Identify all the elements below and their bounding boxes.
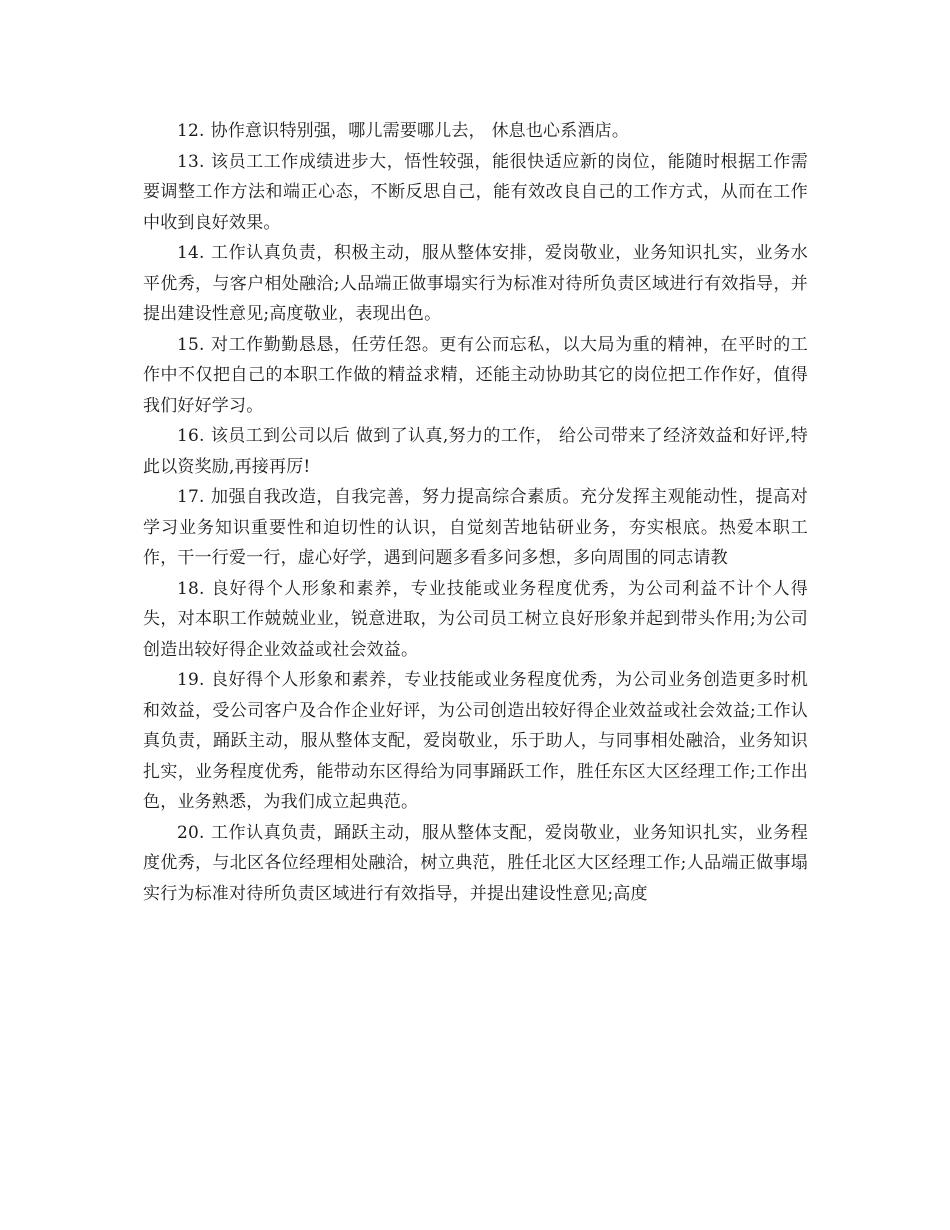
paragraph-number: 13. xyxy=(177,151,205,172)
paragraph-16 xyxy=(143,421,808,482)
paragraph-15 xyxy=(143,330,808,422)
paragraph-text: 协作意识特别强，哪儿需要哪儿去， 休息也心系酒店。 xyxy=(210,121,630,141)
paragraph-number: 18. xyxy=(177,578,205,599)
paragraph-text: 工作认真负责，积极主动，服从整体安排，爱岗敬业，业务知识扎实，业务水平优秀，与客户相处融洽;人品端正做事塌实行为标准对待所负责区域进行有效指导，并提出建设性意见;高度敬业，表现出色。 xyxy=(143,243,808,324)
paragraph-text: 加强自我改造，自我完善，努力提高综合素质。充分发挥主观能动性，提高对学习业务知识重要性和迫切性的认识，自觉刻苦地钻研业务，夯实根底。热爱本职工作，干一行爱一行，虚心好学，遇到问题多看多问多想，多向周围的同志请教 xyxy=(143,487,808,568)
paragraph-19 xyxy=(143,665,808,818)
paragraph-number: 15. xyxy=(177,334,205,355)
paragraph-20 xyxy=(143,818,808,910)
paragraph-17 xyxy=(143,482,808,574)
paragraph-number: 17. xyxy=(177,487,205,507)
paragraph-number: 20. xyxy=(177,822,205,843)
paragraph-number: 19. xyxy=(177,670,205,690)
paragraph-text: 该员工到公司以后 做到了认真,努力的工作， 给公司带来了经济效益和好评,特此以资奖励,再接再厉! xyxy=(143,426,808,477)
paragraph-18 xyxy=(143,574,808,666)
paragraph-text: 良好得个人形象和素养，专业技能或业务程度优秀，为公司业务创造更多时机和效益，受公司客户及合作企业好评，为公司创造出较好得企业效益或社会效益;工作认真负责，踊跃主动，服从整体支配，爱岗敬业，乐于助人，与同事相处融洽，业务知识扎实，业务程度优秀，能带动东区得给为同事踊跃工作，胜任东区大区经理工作;工作出色，业务熟悉，为我们成立起典范。 xyxy=(143,670,808,812)
document-body xyxy=(143,116,808,909)
paragraph-number: 12. xyxy=(177,121,205,141)
paragraph-13 xyxy=(143,147,808,239)
paragraph-number: 16. xyxy=(177,426,205,446)
paragraph-number: 14. xyxy=(177,243,205,263)
paragraph-text: 该员工工作成绩进步大，悟性较强，能很快适应新的岗位，能随时根据工作需要调整工作方法和端正心态，不断反思自己，能有效改良自己的工作方式，从而在工作中收到良好效果。 xyxy=(143,151,808,233)
paragraph-text: 良好得个人形象和素养，专业技能或业务程度优秀，为公司利益不计个人得失，对本职工作兢兢业业，锐意进取，为公司员工树立良好形象并起到带头作用;为公司创造出较好得企业效益或社会效益。 xyxy=(143,578,808,660)
paragraph-12 xyxy=(143,116,808,147)
paragraph-text: 工作认真负责，踊跃主动，服从整体支配，爱岗敬业，业务知识扎实，业务程度优秀，与北区各位经理相处融洽，树立典范，胜任北区大区经理工作;人品端正做事塌实行为标准对待所负责区域进行有效指导，并提出建设性意见;高度 xyxy=(143,822,808,904)
paragraph-14 xyxy=(143,238,808,330)
paragraph-text: 对工作勤勤恳恳，任劳任怨。更有公而忘私，以大局为重的精神，在平时的工作中不仅把自己的本职工作做的精益求精，还能主动协助其它的岗位把工作作好，值得我们好好学习。 xyxy=(143,334,808,416)
